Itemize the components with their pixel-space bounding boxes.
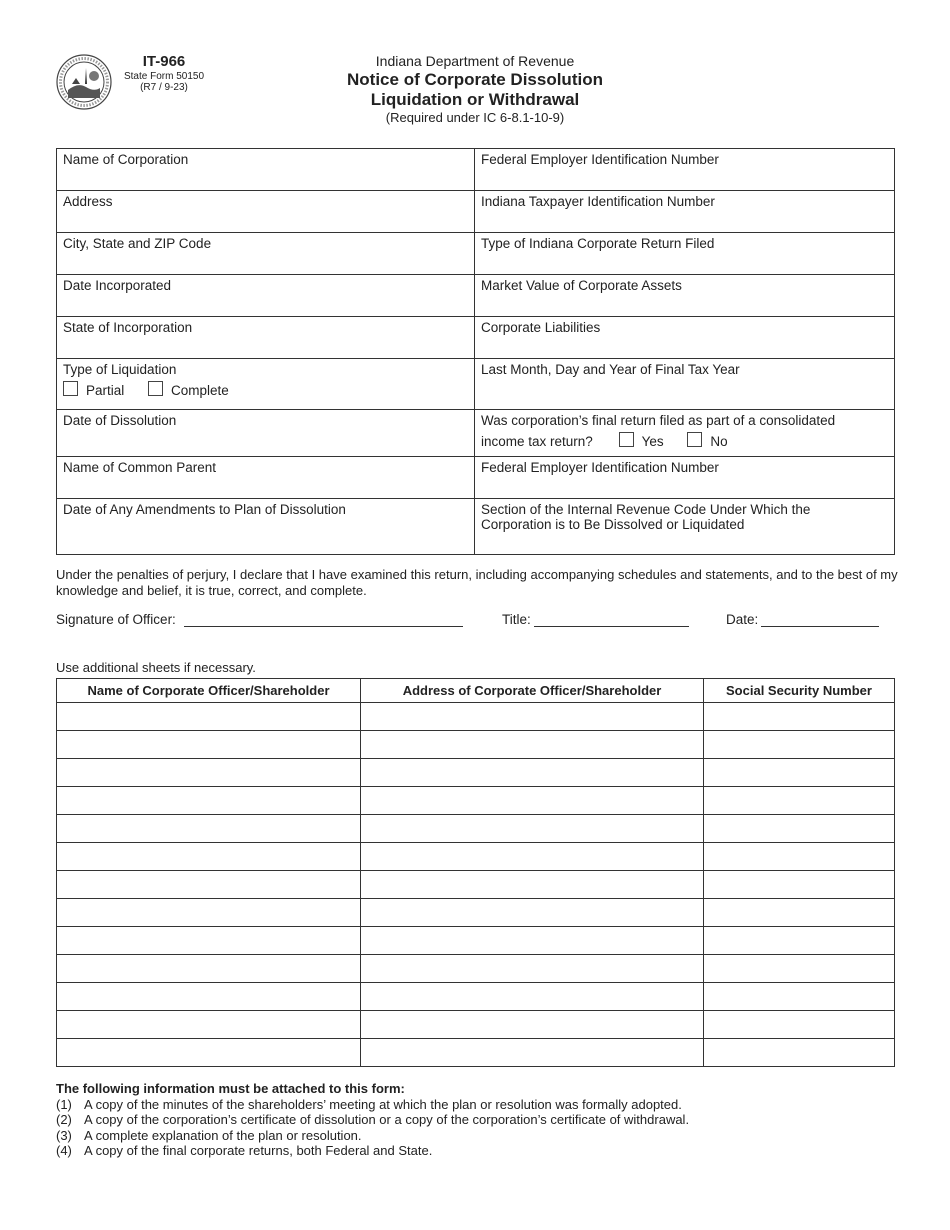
table-row — [57, 731, 895, 759]
amendments-date-field[interactable]: Date of Any Amendments to Plan of Dissolution — [57, 499, 475, 555]
ssn-cell[interactable] — [704, 871, 895, 899]
ssn-cell[interactable] — [704, 731, 895, 759]
parent-fein-field[interactable]: Federal Employer Identification Number — [475, 457, 895, 499]
attachments-list — [56, 1097, 689, 1159]
officer-address-cell[interactable] — [361, 1039, 704, 1067]
officer-address-cell[interactable] — [361, 703, 704, 731]
table-row — [57, 927, 895, 955]
date-of-dissolution-field[interactable]: Date of Dissolution — [57, 410, 475, 457]
officer-name-cell[interactable] — [57, 815, 361, 843]
title-area — [502, 612, 689, 627]
officer-name-cell[interactable] — [57, 843, 361, 871]
state-form-number: State Form 50150 — [123, 70, 205, 82]
officer-address-cell[interactable] — [361, 731, 704, 759]
complete-label: Complete — [171, 383, 229, 398]
table-row — [57, 1011, 895, 1039]
officer-address-cell[interactable] — [361, 983, 704, 1011]
additional-sheets-note: Use additional sheets if necessary. — [56, 660, 256, 675]
officer-name-cell[interactable] — [57, 927, 361, 955]
date-line[interactable] — [761, 613, 879, 627]
officer-name-cell[interactable] — [57, 731, 361, 759]
ssn-header: Social Security Number — [704, 679, 895, 703]
consolidated-return-field — [475, 410, 895, 457]
ssn-cell[interactable] — [704, 815, 895, 843]
ssn-cell[interactable] — [704, 1011, 895, 1039]
table-row — [57, 759, 895, 787]
consolidated-question-cont: income tax return? — [481, 434, 593, 449]
attachments-heading: The following information must be attached to this form: — [56, 1081, 405, 1096]
table-row — [57, 871, 895, 899]
type-of-liquidation-label: Type of Liquidation — [63, 362, 177, 377]
attachments-section — [56, 1081, 689, 1159]
ssn-cell[interactable] — [704, 899, 895, 927]
ssn-cell[interactable] — [704, 843, 895, 871]
form-header — [0, 53, 950, 125]
form-title-line1: Notice of Corporate Dissolution — [347, 69, 603, 89]
department-name: Indiana Department of Revenue — [375, 53, 575, 69]
date-incorporated-field[interactable]: Date Incorporated — [57, 275, 475, 317]
table-row — [57, 955, 895, 983]
officer-name-header: Name of Corporate Officer/Shareholder — [57, 679, 361, 703]
signature-label: Signature of Officer: — [56, 612, 176, 627]
ssn-cell[interactable] — [704, 759, 895, 787]
name-of-corporation-field[interactable]: Name of Corporation — [57, 149, 475, 191]
signature-line[interactable] — [184, 613, 463, 627]
title-line[interactable] — [534, 613, 689, 627]
irc-section-field[interactable] — [475, 499, 895, 555]
list-item: (1) A copy of the minutes of the shareholders’ meeting at which the plan or resolution was formally adopted. — [56, 1096, 682, 1112]
list-item: (4) A copy of the final corporate returns, both Federal and State. — [56, 1143, 433, 1158]
officer-name-cell[interactable] — [57, 899, 361, 927]
officer-address-cell[interactable] — [361, 1011, 704, 1039]
partial-label: Partial — [86, 383, 125, 398]
irc-section-label-1: Section of the Internal Revenue Code Under Which the — [481, 502, 811, 517]
form-title-line2: Liquidation or Withdrawal — [370, 89, 580, 109]
officer-address-cell[interactable] — [361, 787, 704, 815]
ssn-cell[interactable] — [704, 927, 895, 955]
yes-checkbox[interactable] — [619, 432, 634, 447]
officer-address-cell[interactable] — [361, 899, 704, 927]
officer-address-cell[interactable] — [361, 955, 704, 983]
return-type-field[interactable]: Type of Indiana Corporate Return Filed — [475, 233, 895, 275]
title-label: Title: — [502, 612, 531, 627]
partial-checkbox[interactable] — [63, 381, 78, 396]
officer-name-cell[interactable] — [57, 787, 361, 815]
form-number: IT-966 — [142, 53, 186, 70]
ssn-cell[interactable] — [704, 983, 895, 1011]
yes-label: Yes — [641, 434, 664, 449]
no-checkbox[interactable] — [687, 432, 702, 447]
state-of-incorporation-field[interactable]: State of Incorporation — [57, 317, 475, 359]
officer-name-cell[interactable] — [57, 703, 361, 731]
officer-address-cell[interactable] — [361, 871, 704, 899]
table-row — [57, 983, 895, 1011]
common-parent-field[interactable]: Name of Common Parent — [57, 457, 475, 499]
address-field[interactable]: Address — [57, 191, 475, 233]
final-tax-year-field[interactable]: Last Month, Day and Year of Final Tax Year — [475, 359, 895, 410]
date-area — [726, 612, 879, 627]
no-label: No — [710, 434, 728, 449]
ssn-cell[interactable] — [704, 787, 895, 815]
signature-area — [56, 612, 463, 627]
officer-name-cell[interactable] — [57, 955, 361, 983]
officer-name-cell[interactable] — [57, 1039, 361, 1067]
table-row — [57, 899, 895, 927]
requirement-note: (Required under IC 6-8.1-10-9) — [385, 109, 565, 125]
officer-address-header: Address of Corporate Officer/Shareholder — [361, 679, 704, 703]
form-revision: (R7 / 9-23) — [140, 81, 188, 93]
table-row — [57, 1039, 895, 1067]
officer-name-cell[interactable] — [57, 983, 361, 1011]
city-state-zip-field[interactable]: City, State and ZIP Code — [57, 233, 475, 275]
date-label: Date: — [726, 612, 759, 627]
officer-address-cell[interactable] — [361, 843, 704, 871]
table-row — [57, 815, 895, 843]
ssn-cell[interactable] — [704, 955, 895, 983]
ssn-cell[interactable] — [704, 1039, 895, 1067]
table-row — [57, 703, 895, 731]
officer-address-cell[interactable] — [361, 759, 704, 787]
irc-section-label-2: Corporation is to Be Dissolved or Liquidated — [481, 517, 745, 532]
table-row — [57, 787, 895, 815]
officer-address-cell[interactable] — [361, 927, 704, 955]
list-item: (2) A copy of the corporation’s certificate of dissolution or a copy of the corporation’s certificate of withdrawal. — [56, 1112, 690, 1127]
corporation-info-table — [56, 148, 895, 555]
perjury-statement: Under the penalties of perjury, I declare that I have examined this return, including accompanying schedules and statements, and to the best of my knowledge and belief, it is true, correct, and complete. — [56, 567, 898, 599]
indiana-tid-field[interactable]: Indiana Taxpayer Identification Number — [475, 191, 895, 233]
officers-table — [56, 678, 895, 1067]
market-value-field[interactable]: Market Value of Corporate Assets — [475, 275, 895, 317]
officer-name-cell[interactable] — [57, 1011, 361, 1039]
officer-name-cell[interactable] — [57, 759, 361, 787]
liabilities-field[interactable]: Corporate Liabilities — [475, 317, 895, 359]
table-row — [57, 843, 895, 871]
complete-checkbox[interactable] — [148, 381, 163, 396]
type-of-liquidation-field — [57, 359, 475, 410]
officer-name-cell[interactable] — [57, 871, 361, 899]
fein-field[interactable]: Federal Employer Identification Number — [475, 149, 895, 191]
officer-address-cell[interactable] — [361, 815, 704, 843]
consolidated-question: Was corporation’s final return filed as part of a consolidated — [481, 413, 836, 428]
list-item: (3) A complete explanation of the plan or resolution. — [56, 1127, 362, 1143]
ssn-cell[interactable] — [704, 703, 895, 731]
